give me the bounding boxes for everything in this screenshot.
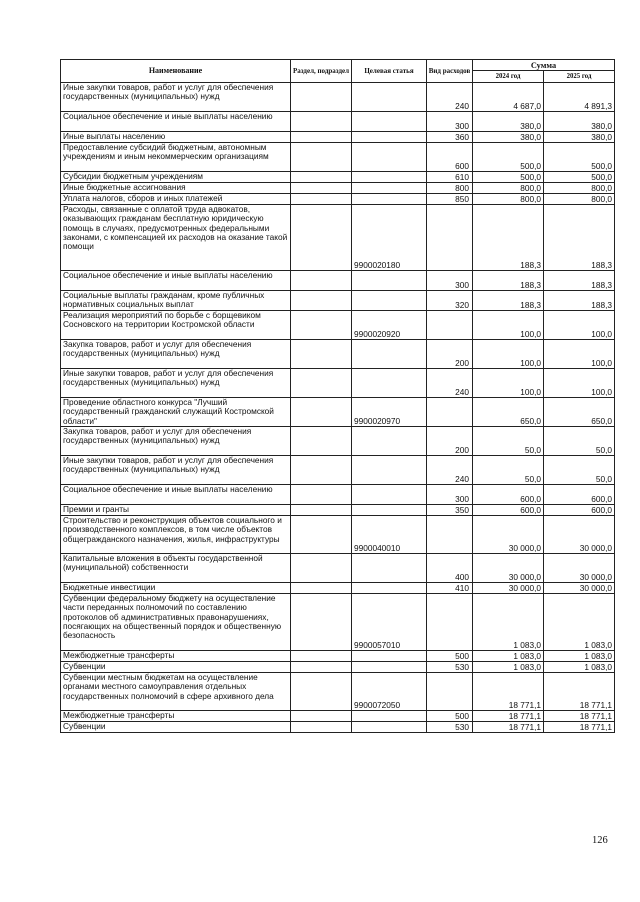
- row-section: [291, 516, 352, 554]
- row-type: 300: [427, 271, 473, 291]
- row-type: 530: [427, 662, 473, 673]
- table-row: [61, 516, 615, 554]
- row-target: [352, 554, 427, 583]
- row-sum-2025: 30 000,0: [544, 554, 615, 583]
- row-section: [291, 172, 352, 183]
- row-type: 320: [427, 291, 473, 311]
- column-header-year-2024: 2024 год: [473, 71, 544, 83]
- table-row: [61, 194, 615, 205]
- row-name: Межбюджетные трансферты: [61, 651, 291, 662]
- row-sum-2024: 100,0: [473, 311, 544, 340]
- row-section: [291, 340, 352, 369]
- row-name: Строительство и реконструкция объектов социального и производственного комплексов, в том числе объектов общегражданского назначения, жилья, инфраструктуры: [61, 516, 291, 554]
- row-target: [352, 172, 427, 183]
- row-sum-2024: 380,0: [473, 132, 544, 143]
- row-sum-2024: 18 771,1: [473, 711, 544, 722]
- row-section: [291, 291, 352, 311]
- row-target: 9900057010: [352, 594, 427, 651]
- row-sum-2024: 30 000,0: [473, 516, 544, 554]
- row-type: 500: [427, 651, 473, 662]
- row-name: Субвенции: [61, 662, 291, 673]
- row-sum-2025: 100,0: [544, 311, 615, 340]
- row-target: [352, 456, 427, 485]
- row-type: 850: [427, 194, 473, 205]
- row-target: [352, 83, 427, 112]
- row-section: [291, 583, 352, 594]
- row-type: [427, 311, 473, 340]
- row-sum-2025: 800,0: [544, 194, 615, 205]
- row-sum-2024: 100,0: [473, 340, 544, 369]
- row-name: Предоставление субсидий бюджетным, автономным учреждениям и иным некоммерческим организациям: [61, 143, 291, 172]
- table-row: [61, 583, 615, 594]
- row-sum-2024: 30 000,0: [473, 583, 544, 594]
- row-sum-2024: 500,0: [473, 172, 544, 183]
- row-sum-2024: 18 771,1: [473, 722, 544, 733]
- row-type: 240: [427, 83, 473, 112]
- row-name: Иные закупки товаров, работ и услуг для обеспечения государственных (муниципальных) нужд: [61, 456, 291, 485]
- row-type: 200: [427, 340, 473, 369]
- row-section: [291, 205, 352, 271]
- row-type: 300: [427, 112, 473, 132]
- row-target: [352, 291, 427, 311]
- row-section: [291, 505, 352, 516]
- row-name: Субвенции федеральному бюджету на осуществление части переданных полномочий по составлению протоколов об административных правонарушениях, посягающих на общественный порядок и общественную безопасность: [61, 594, 291, 651]
- row-target: 9900020970: [352, 398, 427, 427]
- row-sum-2025: 600,0: [544, 485, 615, 505]
- row-section: [291, 132, 352, 143]
- table-row: [61, 505, 615, 516]
- row-target: [352, 711, 427, 722]
- row-name: Субвенции: [61, 722, 291, 733]
- row-name: Социальное обеспечение и иные выплаты населению: [61, 271, 291, 291]
- row-section: [291, 554, 352, 583]
- row-name: Проведение областного конкурса "Лучший государственный гражданский служащий Костромской области": [61, 398, 291, 427]
- row-type: 610: [427, 172, 473, 183]
- row-name: Закупка товаров, работ и услуг для обеспечения государственных (муниципальных) нужд: [61, 427, 291, 456]
- table-row: [61, 485, 615, 505]
- row-target: [352, 427, 427, 456]
- row-type: 240: [427, 369, 473, 398]
- row-name: Реализация мероприятий по борьбе с борщевиком Сосновского на территории Костромской области: [61, 311, 291, 340]
- row-section: [291, 722, 352, 733]
- table-row: [61, 594, 615, 651]
- row-sum-2025: 188,3: [544, 205, 615, 271]
- row-target: [352, 651, 427, 662]
- row-name: Субвенции местным бюджетам на осуществление органами местного самоуправления отдельных государственных полномочий в сфере архивного дела: [61, 673, 291, 711]
- row-section: [291, 673, 352, 711]
- column-header-year-2025: 2025 год: [544, 71, 615, 83]
- row-name: Уплата налогов, сборов и иных платежей: [61, 194, 291, 205]
- row-section: [291, 711, 352, 722]
- row-type: [427, 516, 473, 554]
- table-row: [61, 398, 615, 427]
- row-name: Межбюджетные трансферты: [61, 711, 291, 722]
- row-sum-2025: 50,0: [544, 456, 615, 485]
- row-sum-2025: 30 000,0: [544, 516, 615, 554]
- row-section: [291, 143, 352, 172]
- row-target: [352, 583, 427, 594]
- page-number: 126: [592, 835, 608, 846]
- row-sum-2025: 18 771,1: [544, 711, 615, 722]
- row-sum-2024: 50,0: [473, 427, 544, 456]
- row-type: [427, 594, 473, 651]
- row-target: 9900020920: [352, 311, 427, 340]
- row-type: 600: [427, 143, 473, 172]
- column-header-section: Раздел, подраздел: [291, 60, 352, 83]
- row-target: [352, 369, 427, 398]
- table-row: [61, 271, 615, 291]
- row-name: Иные бюджетные ассигнования: [61, 183, 291, 194]
- table-row: [61, 673, 615, 711]
- row-type: 500: [427, 711, 473, 722]
- table-row: [61, 722, 615, 733]
- row-sum-2024: 800,0: [473, 194, 544, 205]
- row-sum-2025: 380,0: [544, 112, 615, 132]
- row-name: Социальные выплаты гражданам, кроме публичных нормативных социальных выплат: [61, 291, 291, 311]
- table-header: [61, 60, 615, 83]
- row-sum-2025: 188,3: [544, 271, 615, 291]
- row-target: 9900040010: [352, 516, 427, 554]
- column-header-target: Целевая статья: [352, 60, 427, 83]
- table-row: [61, 554, 615, 583]
- table-row: [61, 183, 615, 194]
- row-target: [352, 194, 427, 205]
- row-sum-2025: 650,0: [544, 398, 615, 427]
- row-section: [291, 427, 352, 456]
- column-header-name: Наименование: [61, 60, 291, 83]
- row-sum-2024: 188,3: [473, 291, 544, 311]
- row-section: [291, 398, 352, 427]
- row-sum-2025: 188,3: [544, 291, 615, 311]
- row-target: [352, 485, 427, 505]
- row-sum-2025: 4 891,3: [544, 83, 615, 112]
- table-row: [61, 711, 615, 722]
- row-sum-2024: 1 083,0: [473, 651, 544, 662]
- row-sum-2024: 50,0: [473, 456, 544, 485]
- row-target: 9900072050: [352, 673, 427, 711]
- row-target: [352, 340, 427, 369]
- row-target: [352, 143, 427, 172]
- row-sum-2025: 100,0: [544, 340, 615, 369]
- table-row: [61, 651, 615, 662]
- row-target: [352, 505, 427, 516]
- table-row: [61, 132, 615, 143]
- row-section: [291, 194, 352, 205]
- row-sum-2025: 500,0: [544, 172, 615, 183]
- row-section: [291, 369, 352, 398]
- row-sum-2024: 800,0: [473, 183, 544, 194]
- row-type: 400: [427, 554, 473, 583]
- row-type: 300: [427, 485, 473, 505]
- row-section: [291, 651, 352, 662]
- row-type: 200: [427, 427, 473, 456]
- table-row: [61, 340, 615, 369]
- table-row: [61, 143, 615, 172]
- row-section: [291, 83, 352, 112]
- row-target: [352, 722, 427, 733]
- row-target: [352, 662, 427, 673]
- row-name: Иные закупки товаров, работ и услуг для обеспечения государственных (муниципальных) нужд: [61, 369, 291, 398]
- row-section: [291, 271, 352, 291]
- row-type: 350: [427, 505, 473, 516]
- row-section: [291, 183, 352, 194]
- table-row: [61, 456, 615, 485]
- row-sum-2025: 500,0: [544, 143, 615, 172]
- row-sum-2025: 800,0: [544, 183, 615, 194]
- row-type: 530: [427, 722, 473, 733]
- row-sum-2025: 18 771,1: [544, 673, 615, 711]
- row-target: [352, 183, 427, 194]
- row-target: [352, 271, 427, 291]
- row-target: [352, 112, 427, 132]
- row-type: [427, 673, 473, 711]
- row-target: [352, 132, 427, 143]
- table-row: [61, 172, 615, 183]
- budget-table: [60, 59, 615, 733]
- table-row: [61, 112, 615, 132]
- row-name: Иные закупки товаров, работ и услуг для обеспечения государственных (муниципальных) нужд: [61, 83, 291, 112]
- row-section: [291, 456, 352, 485]
- row-sum-2024: 18 771,1: [473, 673, 544, 711]
- row-section: [291, 311, 352, 340]
- row-sum-2024: 380,0: [473, 112, 544, 132]
- table-row: [61, 427, 615, 456]
- row-sum-2024: 188,3: [473, 271, 544, 291]
- row-sum-2024: 188,3: [473, 205, 544, 271]
- row-target: 9900020180: [352, 205, 427, 271]
- row-sum-2024: 600,0: [473, 485, 544, 505]
- row-name: Субсидии бюджетным учреждениям: [61, 172, 291, 183]
- column-header-type: Вид расходов: [427, 60, 473, 83]
- table-row: [61, 83, 615, 112]
- row-name: Расходы, связанные с оплатой труда адвокатов, оказывающих гражданам бесплатную юридическую помощь в случаях, предусмотренных федеральными законами, с компенсацией их расходов на оказание такой помощи: [61, 205, 291, 271]
- table-row: [61, 205, 615, 271]
- row-sum-2025: 1 083,0: [544, 651, 615, 662]
- row-sum-2025: 380,0: [544, 132, 615, 143]
- row-sum-2025: 1 083,0: [544, 662, 615, 673]
- row-section: [291, 662, 352, 673]
- row-sum-2024: 4 687,0: [473, 83, 544, 112]
- row-name: Закупка товаров, работ и услуг для обеспечения государственных (муниципальных) нужд: [61, 340, 291, 369]
- table-row: [61, 369, 615, 398]
- table-row: [61, 291, 615, 311]
- row-name: Капитальные вложения в объекты государственной (муниципальной) собственности: [61, 554, 291, 583]
- row-name: Социальное обеспечение и иные выплаты населению: [61, 112, 291, 132]
- row-sum-2025: 50,0: [544, 427, 615, 456]
- row-sum-2025: 30 000,0: [544, 583, 615, 594]
- row-type: [427, 398, 473, 427]
- row-sum-2024: 600,0: [473, 505, 544, 516]
- row-type: 410: [427, 583, 473, 594]
- row-sum-2025: 1 083,0: [544, 594, 615, 651]
- row-name: Социальное обеспечение и иные выплаты населению: [61, 485, 291, 505]
- table-row: [61, 311, 615, 340]
- row-type: 800: [427, 183, 473, 194]
- row-name: Иные выплаты населению: [61, 132, 291, 143]
- table-row: [61, 662, 615, 673]
- row-sum-2024: 1 083,0: [473, 662, 544, 673]
- row-sum-2024: 100,0: [473, 369, 544, 398]
- row-sum-2024: 650,0: [473, 398, 544, 427]
- row-sum-2024: 500,0: [473, 143, 544, 172]
- column-header-sum: Сумма: [473, 60, 615, 71]
- row-name: Премии и гранты: [61, 505, 291, 516]
- row-sum-2025: 18 771,1: [544, 722, 615, 733]
- row-type: 360: [427, 132, 473, 143]
- row-sum-2025: 100,0: [544, 369, 615, 398]
- row-section: [291, 485, 352, 505]
- row-section: [291, 594, 352, 651]
- row-type: [427, 205, 473, 271]
- row-sum-2024: 1 083,0: [473, 594, 544, 651]
- row-sum-2024: 30 000,0: [473, 554, 544, 583]
- row-section: [291, 112, 352, 132]
- row-type: 240: [427, 456, 473, 485]
- row-sum-2025: 600,0: [544, 505, 615, 516]
- row-name: Бюджетные инвестиции: [61, 583, 291, 594]
